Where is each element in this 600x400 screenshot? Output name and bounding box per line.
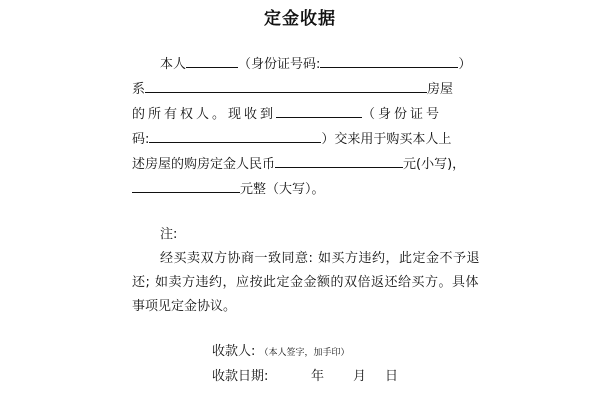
para1-line2	[132, 78, 453, 99]
day-label: 日	[385, 369, 399, 384]
para1-line6	[132, 178, 325, 199]
property-address-blank[interactable]	[145, 78, 427, 93]
payer-id-label: （身份证号	[362, 107, 443, 122]
year-label: 年	[311, 369, 325, 384]
amount-lowercase-blank[interactable]	[275, 153, 403, 168]
code-label: 码:	[132, 132, 150, 147]
para1-line4	[132, 128, 451, 149]
document-title: 定金收据	[264, 9, 336, 29]
uppercase-label: 元整（大写）。	[240, 182, 325, 197]
amount-uppercase-blank[interactable]	[132, 178, 240, 193]
payee-label: 收款人:	[212, 344, 256, 359]
note-heading: 注:	[160, 227, 178, 242]
owner-received-text: 的所有权人。现收到	[132, 107, 277, 122]
date-label: 收款日期:	[212, 369, 269, 384]
note-line3: 事项见定金协议。	[132, 299, 237, 314]
para1-line1	[160, 53, 471, 74]
note-line2: 还; 如卖方违约，应按此定金金额的双倍返还给买方。具体	[132, 275, 480, 290]
payer-id-blank[interactable]	[149, 128, 321, 143]
system-label: 系	[132, 82, 146, 97]
purchase-purpose-text: ）交来用于购买本人上	[321, 132, 452, 147]
owner-label: 本人	[160, 57, 187, 72]
owner-name-blank[interactable]	[186, 53, 238, 68]
deposit-amount-label: 述房屋的购房定金人民币	[132, 157, 276, 172]
para1-line5	[132, 153, 465, 174]
owner-id-blank[interactable]	[320, 53, 458, 68]
lowercase-label: 元(小写)，	[403, 157, 466, 172]
close-paren: ）	[458, 57, 472, 72]
id-number-label: （身份证号码:	[238, 57, 321, 72]
para1-line3	[132, 103, 442, 124]
month-label: 月	[353, 369, 367, 384]
date-row	[212, 368, 268, 386]
property-label: 房屋	[427, 82, 454, 97]
note-line1: 经买卖双方协商一致同意: 如买方违约，此定金不予退	[160, 251, 481, 266]
payer-name-blank[interactable]	[276, 103, 362, 118]
payee-row	[212, 343, 350, 362]
payee-signature-hint: （本人签字，加手印）	[259, 348, 350, 358]
